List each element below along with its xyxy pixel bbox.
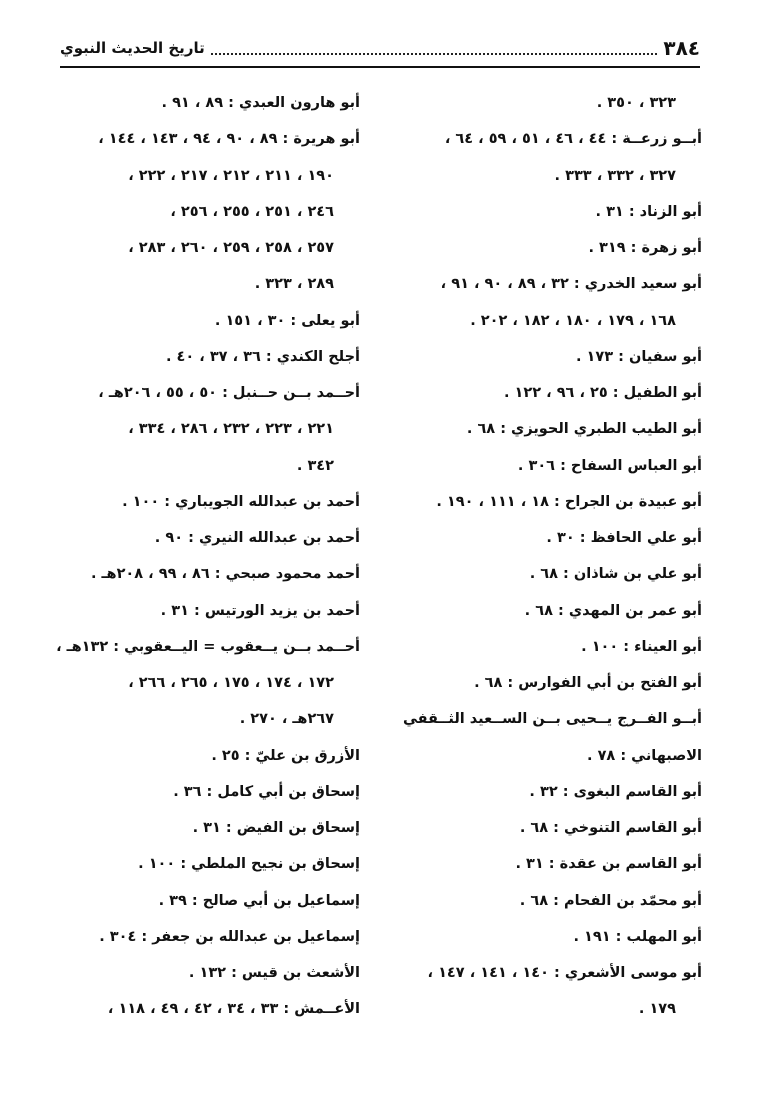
- index-entry: إسماعيل بن عبدالله بن جعفر : ٣٠٤ .: [99, 928, 360, 945]
- index-entry: أجلح الكندي : ٣٦ ، ٣٧ ، ٤٠ .: [165, 348, 360, 365]
- index-entry: أبو الطيب الطبري الحويزي : ٦٨ .: [466, 421, 702, 438]
- index-entry: أبــو زرعــة : ٤٤ ، ٤٦ ، ٥١ ، ٥٩ ، ٦٤ ،: [444, 131, 702, 148]
- index-entry: أبو العيناء : ١٠٠ .: [581, 638, 702, 655]
- index-entry: أبو الزناد : ٣١ .: [595, 203, 702, 220]
- index-entry: أبو زهرة : ٣١٩ .: [588, 240, 702, 256]
- index-entry: إسحاق بن نجيح الملطي : ١٠٠ .: [138, 856, 360, 873]
- index-entry: الأزرق بن عليّ : ٢٥ .: [211, 747, 360, 764]
- index-entry: الاصبهاني : ٧٨ .: [587, 747, 702, 764]
- index-entry: أبو القاسم التنوخي : ٦٨ .: [519, 820, 702, 836]
- index-entry: إسحاق بن الفيض : ٣١ .: [192, 820, 360, 836]
- index-entry: الأشعث بن قيس : ١٣٢ .: [188, 965, 360, 981]
- index-entry: أبو القاسم بن عقدة : ٣١ .: [515, 856, 702, 873]
- index-entry-continuation: ١٦٨ ، ١٧٩ ، ١٨٠ ، ١٨٢ ، ٢٠٢ .: [470, 312, 676, 329]
- index-entry: إسحاق بن أبي كامل : ٣٦ .: [173, 783, 360, 800]
- index-entry: إسماعيل بن أبي صالح : ٣٩ .: [158, 892, 360, 909]
- index-entry: أبو هارون العبدي : ٨٩ ، ٩١ .: [161, 95, 360, 111]
- index-entry: أبو عبيدة بن الجراح : ١٨ ، ١١١ ، ١٩٠ .: [436, 493, 702, 510]
- index-entry: أبو هريرة : ٨٩ ، ٩٠ ، ٩٤ ، ١٤٣ ، ١٤٤ ،: [98, 131, 360, 148]
- index-entry: الأعــمش : ٣٣ ، ٣٤ ، ٤٢ ، ٤٩ ، ١١٨ ،: [107, 1001, 360, 1018]
- index-entry-continuation: ٢٢١ ، ٢٢٣ ، ٢٣٢ ، ٢٨٦ ، ٣٣٤ ،: [128, 421, 334, 438]
- index-entry: أبو الفتح بن أبي الفوارس : ٦٨ .: [474, 675, 702, 691]
- index-entry-continuation: ٢٦٧هـ ، ٢٧٠ .: [239, 711, 334, 728]
- index-entry: أحــمد بــن حــنبل : ٥٠ ، ٥٥ ، ٢٠٦هـ ،: [98, 385, 360, 401]
- page-header: [60, 30, 700, 68]
- index-entry: أبو المهلب : ١٩١ .: [573, 928, 702, 945]
- index-entry: أبو علي الحافظ : ٣٠ .: [546, 530, 702, 546]
- index-entry: أحمد بن عبدالله النيري : ٩٠ .: [154, 530, 360, 546]
- index-entry: أبو عمر بن المهدي : ٦٨ .: [524, 602, 702, 619]
- index-entry-continuation: ٣٢٣ ، ٣٥٠ .: [596, 95, 676, 111]
- index-entry: أبو الطفيل : ٢٥ ، ٩٦ ، ١٢٢ .: [503, 385, 702, 401]
- index-entry: أحمد محمود صبحي : ٨٦ ، ٩٩ ، ٢٠٨هـ .: [90, 566, 360, 583]
- index-entry: أبو يعلى : ٣٠ ، ١٥١ .: [214, 312, 360, 329]
- index-entry-continuation: ١٧٩ .: [638, 1001, 676, 1018]
- index-entry: أحمد بن عبدالله الجويباري : ١٠٠ .: [122, 493, 360, 510]
- index-entry: أبو سعيد الخدري : ٣٢ ، ٨٩ ، ٩٠ ، ٩١ ،: [440, 276, 702, 293]
- index-entry-continuation: ٣٤٢ .: [296, 457, 334, 474]
- index-entry-continuation: ٣٢٧ ، ٣٣٢ ، ٣٣٣ .: [554, 167, 676, 184]
- index-entry: أبو العباس السفاح : ٣٠٦ .: [517, 457, 702, 474]
- index-entry-continuation: ٢٤٦ ، ٢٥١ ، ٢٥٥ ، ٢٥٦ ،: [170, 203, 334, 220]
- index-column-right: [402, 85, 702, 1028]
- index-entry: أبو علي بن شاذان : ٦٨ .: [529, 566, 702, 583]
- index-entry: أبو القاسم البغوى : ٣٢ .: [529, 783, 702, 800]
- page-number: ٣٨٤: [663, 36, 700, 60]
- index-entry: أحمد بن يزيد الورتيس : ٣١ .: [160, 602, 360, 619]
- index-entry-continuation: ١٩٠ ، ٢١١ ، ٢١٢ ، ٢١٧ ، ٢٢٢ ،: [128, 167, 334, 184]
- index-entry: أبو موسى الأشعري : ١٤٠ ، ١٤١ ، ١٤٧ ،: [427, 965, 702, 981]
- index-entry-continuation: ١٧٢ ، ١٧٤ ، ١٧٥ ، ٢٦٥ ، ٢٦٦ ،: [128, 675, 334, 691]
- index-column-left: [56, 85, 360, 1028]
- header-dot-leader: [211, 41, 658, 55]
- index-entry: أحــمد بــن يــعقوب = اليــعقوبي : ١٣٢هـ ،: [56, 638, 360, 655]
- index-entry-continuation: ٢٨٩ ، ٣٢٣ .: [254, 276, 334, 293]
- index-entry: أبو محمّد بن الفحام : ٦٨ .: [519, 892, 702, 909]
- index-entry-continuation: ٢٥٧ ، ٢٥٨ ، ٢٥٩ ، ٢٦٠ ، ٢٨٣ ،: [128, 240, 334, 256]
- index-entry: أبــو الفــرج يــحيى بــن الســعيد الثــقفي: [402, 711, 702, 728]
- running-title: تاريخ الحديث النبوي: [60, 39, 205, 57]
- index-entry: أبو سفيان : ١٧٣ .: [575, 348, 702, 365]
